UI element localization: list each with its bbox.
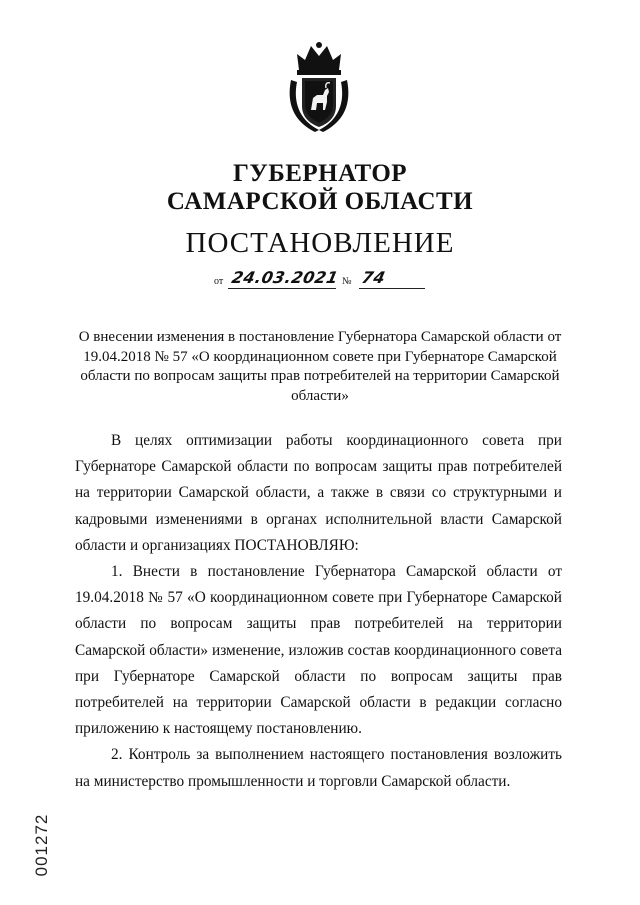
coat-of-arms-icon (285, 40, 353, 136)
document-type: ПОСТАНОВЛЕНИЕ (185, 227, 455, 259)
date-label: от (214, 276, 224, 287)
authority-title-line2: САМАРСКОЙ ОБЛАСТИ (166, 188, 474, 215)
document-subject: О внесении изменения в постановление Губернатора Самарской области от 19.04.2018 № 57 «О координационном совете при Губернаторе Самарской области по вопросам защиты прав потребителей на территории Самарской области» (78, 329, 562, 404)
handwritten-number: 74 (359, 268, 388, 287)
date-underline (228, 288, 336, 289)
number-label: № (342, 276, 352, 287)
preamble-paragraph: В целях оптимизации работы координационного совета при Губернаторе Самарской области по вопросам защиты прав потребителей на территории Самарской области, а также в связи со структурными и кадровыми изменениями в органах исполнительной власти Самарской области и организациях ПОСТАНОВЛЯЮ: (75, 432, 562, 554)
authority-title-line1: ГУБЕРНАТОР (232, 160, 408, 187)
item-1-paragraph: 1. Внести в постановление Губернатора Самарской области от 19.04.2018 № 57 «О координационном совете при Губернаторе Самарской области по вопросам защиты прав потребителей на территории Самарской области» изменение, изложив состав координационного совета при Губернаторе Самарской области по вопросам защиты прав потребителей на территории Самарской области в редакции согласно приложению к настоящему постановлению. (75, 563, 562, 738)
date-number-line (214, 270, 434, 290)
item-2-paragraph: 2. Контроль за выполнением настоящего постановления возложить на министерство промышленности и торговли Самарской области. (75, 746, 562, 790)
document-body (75, 428, 562, 795)
number-underline (359, 288, 425, 289)
handwritten-date: 24.03.2021 (229, 268, 341, 287)
serial-number-stamp (32, 815, 52, 875)
serial-number: 001272 (32, 813, 51, 877)
